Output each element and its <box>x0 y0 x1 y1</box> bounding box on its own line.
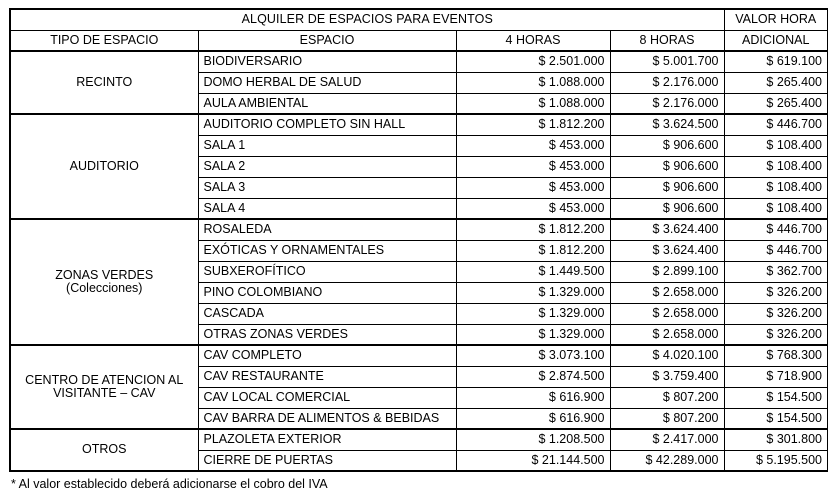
space-name-cell: CIERRE DE PUERTAS <box>198 450 456 471</box>
price-8-hours-cell: $ 3.624.400 <box>610 240 724 261</box>
price-4-hours-cell: $ 1.088.000 <box>456 72 610 93</box>
price-8-hours-cell: $ 906.600 <box>610 177 724 198</box>
category-label: AUDITORIO <box>69 158 139 173</box>
space-name-cell: SALA 1 <box>198 135 456 156</box>
table-row <box>10 345 828 366</box>
price-additional-hour-cell: $ 5.195.500 <box>724 450 828 471</box>
column-header-adicional: ADICIONAL <box>724 30 828 51</box>
category-label: CENTRO DE ATENCION AL <box>25 372 184 387</box>
price-8-hours-cell: $ 42.289.000 <box>610 450 724 471</box>
space-name-cell: AULA AMBIENTAL <box>198 93 456 114</box>
price-4-hours-cell: $ 453.000 <box>456 156 610 177</box>
space-name-cell: SALA 3 <box>198 177 456 198</box>
main-title: ALQUILER DE ESPACIOS PARA EVENTOS <box>10 9 724 30</box>
price-4-hours-cell: $ 453.000 <box>456 177 610 198</box>
price-4-hours-cell: $ 2.501.000 <box>456 51 610 72</box>
space-name-cell: PINO COLOMBIANO <box>198 282 456 303</box>
valor-hora-line1: VALOR HORA <box>735 12 817 27</box>
price-additional-hour-cell: $ 326.200 <box>724 324 828 345</box>
price-4-hours-cell: $ 1.329.000 <box>456 282 610 303</box>
price-8-hours-cell: $ 2.417.000 <box>610 429 724 450</box>
price-additional-hour-cell: $ 108.400 <box>724 177 828 198</box>
table-header <box>10 9 828 51</box>
price-additional-hour-cell: $ 301.800 <box>724 429 828 450</box>
price-4-hours-cell: $ 1.208.500 <box>456 429 610 450</box>
table-body <box>10 51 828 471</box>
price-8-hours-cell: $ 2.176.000 <box>610 93 724 114</box>
space-name-cell: CASCADA <box>198 303 456 324</box>
price-8-hours-cell: $ 807.200 <box>610 408 724 429</box>
column-header-4-horas: 4 HORAS <box>456 30 610 51</box>
price-8-hours-cell: $ 2.899.100 <box>610 261 724 282</box>
category-sublabel: (Colecciones) <box>66 281 143 295</box>
price-additional-hour-cell: $ 446.700 <box>724 219 828 240</box>
space-name-cell: SUBXEROFÍTICO <box>198 261 456 282</box>
price-8-hours-cell: $ 906.600 <box>610 156 724 177</box>
price-additional-hour-cell: $ 108.400 <box>724 156 828 177</box>
price-4-hours-cell: $ 21.144.500 <box>456 450 610 471</box>
space-name-cell: PLAZOLETA EXTERIOR <box>198 429 456 450</box>
price-8-hours-cell: $ 2.176.000 <box>610 72 724 93</box>
price-additional-hour-cell: $ 108.400 <box>724 135 828 156</box>
category-cell <box>10 219 198 345</box>
price-4-hours-cell: $ 1.812.200 <box>456 114 610 135</box>
column-header-8-horas: 8 HORAS <box>610 30 724 51</box>
iva-footnote: * Al valor establecido deberá adicionarse el cobro del IVA <box>11 477 328 491</box>
price-4-hours-cell: $ 453.000 <box>456 135 610 156</box>
price-additional-hour-cell: $ 326.200 <box>724 282 828 303</box>
price-additional-hour-cell: $ 718.900 <box>724 366 828 387</box>
category-label: RECINTO <box>76 74 133 89</box>
price-4-hours-cell: $ 1.329.000 <box>456 324 610 345</box>
category-label: OTROS <box>82 442 127 457</box>
category-cell <box>10 345 198 429</box>
price-4-hours-cell: $ 1.449.500 <box>456 261 610 282</box>
price-4-hours-cell: $ 2.874.500 <box>456 366 610 387</box>
price-additional-hour-cell: $ 326.200 <box>724 303 828 324</box>
price-8-hours-cell: $ 2.658.000 <box>610 324 724 345</box>
price-additional-hour-cell: $ 446.700 <box>724 240 828 261</box>
space-name-cell: DOMO HERBAL DE SALUD <box>198 72 456 93</box>
price-8-hours-cell: $ 5.001.700 <box>610 51 724 72</box>
price-4-hours-cell: $ 616.900 <box>456 387 610 408</box>
category-label: ZONAS VERDES <box>55 267 154 282</box>
price-8-hours-cell: $ 906.600 <box>610 135 724 156</box>
column-header-espacio: ESPACIO <box>198 30 456 51</box>
space-name-cell: ROSALEDA <box>198 219 456 240</box>
price-8-hours-cell: $ 807.200 <box>610 387 724 408</box>
price-4-hours-cell: $ 1.088.000 <box>456 93 610 114</box>
price-additional-hour-cell: $ 619.100 <box>724 51 828 72</box>
price-8-hours-cell: $ 3.624.500 <box>610 114 724 135</box>
category-cell <box>10 51 198 114</box>
price-8-hours-cell: $ 2.658.000 <box>610 303 724 324</box>
table-header-row-columns <box>10 30 828 51</box>
price-additional-hour-cell: $ 446.700 <box>724 114 828 135</box>
price-8-hours-cell: $ 906.600 <box>610 198 724 219</box>
price-4-hours-cell: $ 3.073.100 <box>456 345 610 366</box>
table-row <box>10 114 828 135</box>
space-name-cell: CAV LOCAL COMERCIAL <box>198 387 456 408</box>
space-name-cell: BIODIVERSARIO <box>198 51 456 72</box>
price-8-hours-cell: $ 3.624.400 <box>610 219 724 240</box>
price-additional-hour-cell: $ 108.400 <box>724 198 828 219</box>
price-4-hours-cell: $ 453.000 <box>456 198 610 219</box>
table-header-row-title <box>10 9 828 30</box>
price-4-hours-cell: $ 1.329.000 <box>456 303 610 324</box>
price-additional-hour-cell: $ 362.700 <box>724 261 828 282</box>
space-name-cell: CAV RESTAURANTE <box>198 366 456 387</box>
price-8-hours-cell: $ 2.658.000 <box>610 282 724 303</box>
table-row <box>10 51 828 72</box>
column-header-valor-hora <box>724 9 828 30</box>
table-row <box>10 429 828 450</box>
category-cell <box>10 429 198 471</box>
price-additional-hour-cell: $ 154.500 <box>724 408 828 429</box>
price-additional-hour-cell: $ 265.400 <box>724 72 828 93</box>
price-additional-hour-cell: $ 265.400 <box>724 93 828 114</box>
price-4-hours-cell: $ 616.900 <box>456 408 610 429</box>
space-name-cell: SALA 4 <box>198 198 456 219</box>
event-space-rate-table <box>9 8 828 472</box>
price-4-hours-cell: $ 1.812.200 <box>456 240 610 261</box>
space-name-cell: AUDITORIO COMPLETO SIN HALL <box>198 114 456 135</box>
space-name-cell: SALA 2 <box>198 156 456 177</box>
space-name-cell: CAV BARRA DE ALIMENTOS & BEBIDAS <box>198 408 456 429</box>
space-name-cell: OTRAS ZONAS VERDES <box>198 324 456 345</box>
space-name-cell: EXÓTICAS Y ORNAMENTALES <box>198 240 456 261</box>
table-row <box>10 219 828 240</box>
category-cell <box>10 114 198 219</box>
price-8-hours-cell: $ 4.020.100 <box>610 345 724 366</box>
price-additional-hour-cell: $ 768.300 <box>724 345 828 366</box>
space-name-cell: CAV COMPLETO <box>198 345 456 366</box>
column-header-tipo-de-espacio: TIPO DE ESPACIO <box>10 30 198 51</box>
price-additional-hour-cell: $ 154.500 <box>724 387 828 408</box>
price-4-hours-cell: $ 1.812.200 <box>456 219 610 240</box>
price-8-hours-cell: $ 3.759.400 <box>610 366 724 387</box>
category-sublabel: VISITANTE – CAV <box>53 386 156 400</box>
